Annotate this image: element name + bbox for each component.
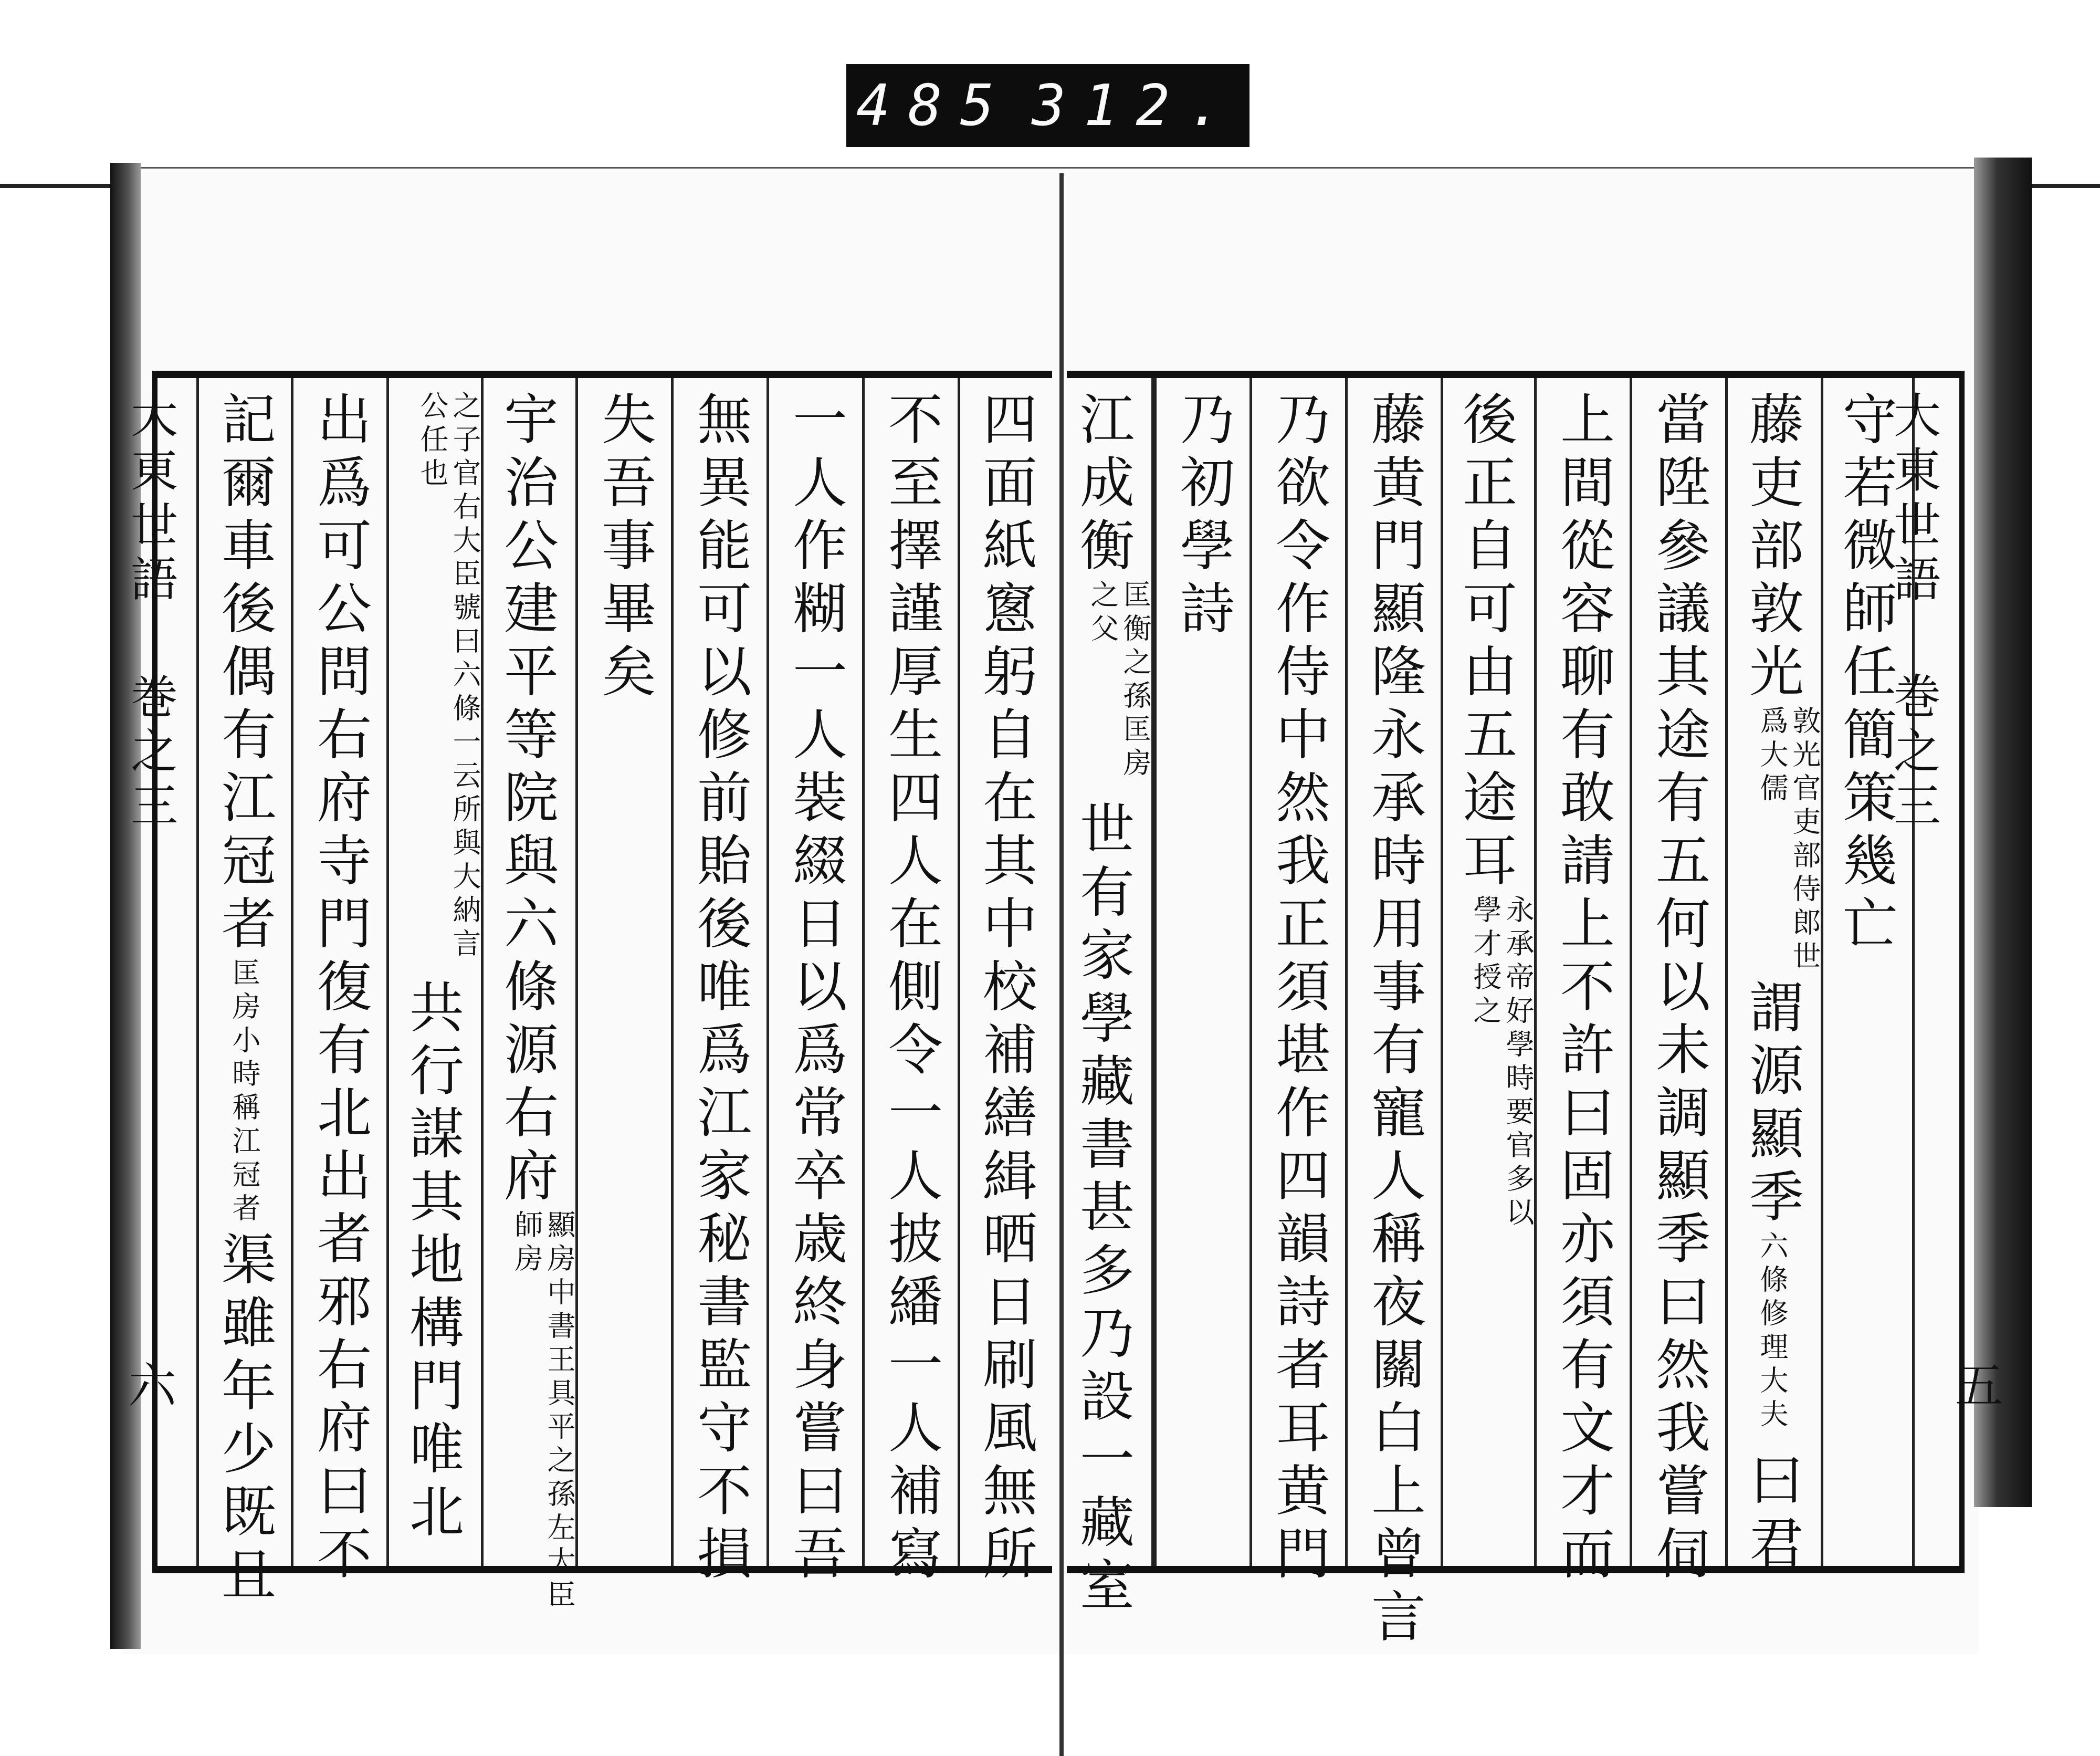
text-column (862, 378, 958, 1588)
annotation: 六條修理大夫 (1756, 1231, 1789, 1433)
main-text: 一人作糊一人裝綴日以爲常卒歳終身嘗曰吾 (783, 391, 847, 1588)
text-column (766, 378, 862, 1588)
annotation: 匡衡之孫匡房之父 (1086, 580, 1152, 781)
call-number-right: 312. (1032, 72, 1240, 139)
annotation: 敦光官吏部侍郎世爲大儒 (1756, 706, 1821, 975)
text-column (1345, 378, 1441, 1651)
annotation: 之子官右大臣號曰六條一云所與大納言公任也 (416, 391, 481, 962)
main-text: 乃欲令作侍中然我正須堪作四韻詩者耳黄門 (1266, 391, 1330, 1588)
main-text: 渠雖年少既且 (212, 1231, 276, 1609)
left-page (120, 371, 1052, 1613)
annotation: 永承帝好學時要官多以學才授之 (1469, 895, 1535, 1231)
call-number-left: 485 (856, 72, 1012, 139)
right-page-margin-title: 大東世語 巻之三 (1912, 378, 1959, 1566)
main-text: 四面紙窻躬自在其中校補繕緝晒日刷風無所 (973, 391, 1037, 1588)
main-text: 共行謀其地構門唯北 (400, 979, 464, 1546)
main-text: 藤黄門顯隆永承時用事有寵人稱夜關白上曾言 (1362, 391, 1426, 1651)
text-column (1057, 378, 1152, 1619)
main-text: 記爾車後偶有江冠者 (212, 391, 276, 958)
main-text: 謂源顯季 (1740, 979, 1804, 1231)
text-column (575, 378, 671, 1566)
main-text: 守若微師任簡策幾亡 (1833, 391, 1897, 958)
text-column (958, 378, 1052, 1588)
text-column (1441, 378, 1534, 1566)
main-text: 無異能可以修前貽後唯爲江家秘書監守不損 (688, 391, 752, 1588)
text-column (671, 378, 766, 1588)
main-text: 後正自可由五途耳 (1453, 391, 1517, 895)
call-number-label (846, 64, 1250, 147)
main-text: 世有家學藏書甚多乃設一藏室 (1070, 800, 1135, 1619)
main-text: 失吾事畢矣 (592, 391, 656, 706)
text-column (1250, 378, 1345, 1588)
annotation: 顯房中書王具平之孫左大臣師房 (510, 1210, 576, 1613)
main-text: 乃初學詩 (1171, 391, 1235, 643)
text-column (1151, 378, 1154, 1566)
main-text: 不至擇謹厚生四人在側令一人披繙一人補寫 (879, 391, 943, 1588)
right-book-edge (1974, 158, 2032, 1507)
main-text: 藤吏部敦光 (1740, 391, 1804, 706)
text-column (386, 378, 481, 1566)
main-text: 當陞參議其途有五何以未調顯季曰然我嘗伺 (1646, 391, 1710, 1588)
folio-number: 六 (120, 1360, 176, 1408)
right-page (1067, 371, 2003, 1651)
main-text: 出爲可公問右府寺門復有北出者邪右府曰不 (308, 391, 372, 1588)
text-column (196, 378, 291, 1609)
left-book-edge (110, 163, 141, 1649)
text-column (1630, 378, 1725, 1588)
text-column (1821, 378, 1912, 1566)
main-text: 上間從容聊有敢請上不許曰固亦須有文才而 (1551, 391, 1615, 1588)
main-text: 江成衡 (1070, 391, 1135, 580)
main-text: 宇治公建平等院與六條源右府 (495, 391, 559, 1210)
text-column (481, 378, 576, 1613)
text-column (1725, 378, 1821, 1577)
main-text: 曰君 (1740, 1451, 1804, 1577)
folio-number: 五 (1947, 1360, 2003, 1408)
annotation: 匡房小時稱江冠者 (228, 958, 261, 1227)
text-column (1154, 378, 1250, 1566)
text-column (1534, 378, 1630, 1588)
text-column (291, 378, 386, 1588)
